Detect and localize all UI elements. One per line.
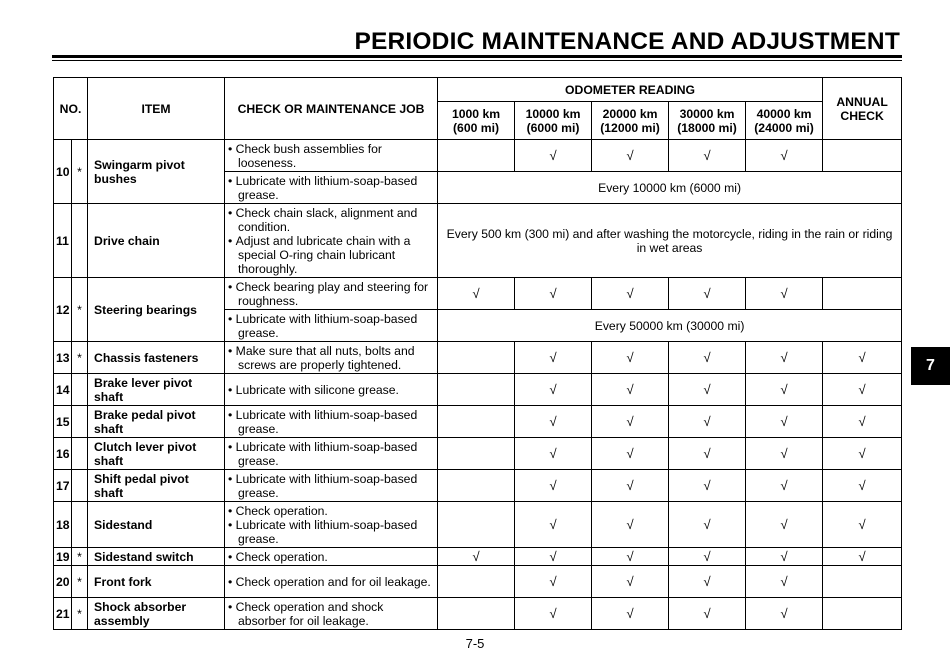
check-mark: √ — [823, 406, 902, 438]
check-mark: √ — [515, 374, 592, 406]
header-interval-line: (600 mi) — [452, 120, 500, 135]
row-job — [225, 598, 438, 630]
check-mark: √ — [746, 566, 823, 598]
job-list — [228, 472, 434, 500]
row-asterisk — [72, 406, 88, 438]
check-mark: √ — [515, 502, 592, 548]
row-asterisk — [72, 502, 88, 548]
row-number: 10 — [54, 140, 72, 204]
header-item: ITEM — [88, 78, 225, 140]
table-row — [54, 502, 902, 548]
job-item: • Adjust and lubricate chain with a special O-ring chain lubricant thoroughly. — [228, 234, 434, 276]
row-job — [225, 374, 438, 406]
row-number: 16 — [54, 438, 72, 470]
row-asterisk: * — [72, 342, 88, 374]
row-item — [88, 502, 225, 548]
check-mark: √ — [823, 374, 902, 406]
check-mark: √ — [438, 278, 515, 310]
check-mark: √ — [515, 140, 592, 172]
row-job — [225, 278, 438, 310]
row-item-line: Steering bearings — [94, 302, 197, 317]
header-interval-line: 1000 km — [451, 106, 501, 121]
job-list — [228, 142, 434, 170]
check-mark: √ — [515, 406, 592, 438]
job-list — [228, 206, 434, 276]
check-mark: √ — [746, 278, 823, 310]
header-annual — [823, 78, 902, 140]
check-mark: √ — [592, 502, 669, 548]
check-mark: √ — [669, 140, 746, 172]
table-row — [54, 278, 902, 310]
check-mark: √ — [823, 438, 902, 470]
job-item: • Lubricate with lithium-soap-based grease. — [228, 440, 434, 468]
interval-note: Every 50000 km (30000 mi) — [438, 310, 902, 342]
job-list — [228, 504, 434, 546]
check-mark: √ — [746, 140, 823, 172]
empty-cell — [438, 470, 515, 502]
header-interval-line: (12000 mi) — [600, 120, 660, 135]
check-mark: √ — [669, 374, 746, 406]
row-item-line: Shock absorber — [94, 599, 187, 614]
row-asterisk: * — [72, 548, 88, 566]
job-list — [228, 575, 434, 589]
header-interval — [515, 102, 592, 140]
row-item-line: Sidestand — [94, 517, 153, 532]
job-item: • Lubricate with lithium-soap-based grease. — [228, 472, 434, 500]
row-item — [88, 438, 225, 470]
row-item — [88, 548, 225, 566]
row-item-line: Brake lever pivot — [94, 375, 193, 390]
row-item-line: Clutch lever pivot — [94, 439, 197, 454]
table-row — [54, 566, 902, 598]
job-item: • Lubricate with lithium-soap-based grease. — [228, 174, 434, 202]
row-number: 12 — [54, 278, 72, 342]
check-mark: √ — [515, 598, 592, 630]
header-no: NO. — [54, 78, 88, 140]
check-mark: √ — [823, 548, 902, 566]
table-row — [54, 470, 902, 502]
empty-cell — [823, 598, 902, 630]
row-asterisk — [72, 470, 88, 502]
header-interval-line: 30000 km — [679, 106, 735, 121]
job-item: • Check bearing play and steering for roughness. — [228, 280, 434, 308]
row-item-line: Shift pedal pivot — [94, 471, 189, 486]
header-odometer: ODOMETER READING — [438, 78, 823, 102]
check-mark: √ — [592, 438, 669, 470]
job-item: • Lubricate with lithium-soap-based grease. — [228, 312, 434, 340]
header-interval — [746, 102, 823, 140]
job-list — [228, 344, 434, 372]
empty-cell — [438, 374, 515, 406]
job-item: • Check bush assemblies for looseness. — [228, 142, 434, 170]
row-item-line: shaft — [94, 485, 124, 500]
check-mark: √ — [592, 598, 669, 630]
check-mark: √ — [515, 470, 592, 502]
header-job: CHECK OR MAINTENANCE JOB — [225, 78, 438, 140]
header-interval — [592, 102, 669, 140]
row-item — [88, 566, 225, 598]
page-title: PERIODIC MAINTENANCE AND ADJUSTMENT — [354, 28, 900, 55]
row-item — [88, 278, 225, 342]
header-interval-line: 40000 km — [756, 106, 812, 121]
header-interval-line: 10000 km — [525, 106, 581, 121]
table-row — [54, 140, 902, 172]
check-mark: √ — [669, 278, 746, 310]
job-list — [228, 550, 434, 564]
job-list — [228, 408, 434, 436]
row-job — [225, 342, 438, 374]
row-item-line: Swingarm pivot — [94, 157, 185, 172]
job-item: • Check operation and shock absorber for oil leakage. — [228, 600, 434, 628]
row-item — [88, 406, 225, 438]
check-mark: √ — [592, 470, 669, 502]
row-item-line: shaft — [94, 389, 124, 404]
header-interval-line: (6000 mi) — [526, 120, 580, 135]
table-row — [54, 406, 902, 438]
check-mark: √ — [823, 342, 902, 374]
header-interval-line: (18000 mi) — [677, 120, 737, 135]
check-mark: √ — [746, 548, 823, 566]
check-mark: √ — [515, 548, 592, 566]
page-number: 7-5 — [465, 636, 485, 651]
interval-note: Every 500 km (300 mi) and after washing the motorcycle, riding in the rain or riding in wet areas — [438, 204, 902, 278]
row-item-line: shaft — [94, 453, 124, 468]
row-item-line: assembly — [94, 613, 150, 628]
row-asterisk: * — [72, 278, 88, 342]
job-item: • Check chain slack, alignment and condition. — [228, 206, 434, 234]
check-mark: √ — [669, 470, 746, 502]
check-mark: √ — [669, 548, 746, 566]
maintenance-table — [53, 77, 902, 630]
row-asterisk: * — [72, 140, 88, 204]
empty-cell — [823, 278, 902, 310]
table-row — [54, 598, 902, 630]
check-mark: √ — [669, 342, 746, 374]
row-number: 18 — [54, 502, 72, 548]
empty-cell — [823, 566, 902, 598]
row-asterisk — [72, 204, 88, 278]
row-job — [225, 310, 438, 342]
check-mark: √ — [746, 598, 823, 630]
row-job — [225, 548, 438, 566]
empty-cell — [438, 438, 515, 470]
check-mark: √ — [746, 470, 823, 502]
job-list — [228, 280, 434, 308]
check-mark: √ — [746, 374, 823, 406]
job-item: • Check operation and for oil leakage. — [228, 575, 434, 589]
table-row — [54, 204, 902, 278]
row-item-line: Chassis fasteners — [94, 350, 199, 365]
empty-cell — [438, 598, 515, 630]
check-mark: √ — [592, 548, 669, 566]
row-number: 21 — [54, 598, 72, 630]
row-number: 17 — [54, 470, 72, 502]
row-item-line: Brake pedal pivot — [94, 407, 196, 422]
header-interval-line: (24000 mi) — [754, 120, 814, 135]
check-mark: √ — [746, 502, 823, 548]
check-mark: √ — [746, 438, 823, 470]
row-job — [225, 140, 438, 172]
empty-cell — [438, 406, 515, 438]
check-mark: √ — [515, 278, 592, 310]
row-number: 19 — [54, 548, 72, 566]
row-item-line: Front fork — [94, 574, 152, 589]
check-mark: √ — [592, 342, 669, 374]
row-item-line: shaft — [94, 421, 124, 436]
chapter-tab: 7 — [911, 347, 950, 385]
row-job — [225, 566, 438, 598]
check-mark: √ — [515, 566, 592, 598]
row-number: 14 — [54, 374, 72, 406]
job-item: • Check operation. — [228, 504, 434, 518]
row-number: 15 — [54, 406, 72, 438]
table-row — [54, 548, 902, 566]
row-item-line: bushes — [94, 171, 137, 186]
check-mark: √ — [438, 548, 515, 566]
check-mark: √ — [592, 566, 669, 598]
row-number: 11 — [54, 204, 72, 278]
row-item — [88, 342, 225, 374]
header-interval — [669, 102, 746, 140]
row-number: 13 — [54, 342, 72, 374]
job-list — [228, 174, 434, 202]
row-asterisk — [72, 374, 88, 406]
check-mark: √ — [823, 470, 902, 502]
check-mark: √ — [515, 342, 592, 374]
row-item — [88, 470, 225, 502]
header-interval — [438, 102, 515, 140]
table-row — [54, 438, 902, 470]
check-mark: √ — [592, 406, 669, 438]
empty-cell — [438, 342, 515, 374]
check-mark: √ — [592, 140, 669, 172]
row-item — [88, 140, 225, 204]
check-mark: √ — [746, 406, 823, 438]
check-mark: √ — [592, 374, 669, 406]
table-row — [54, 342, 902, 374]
job-item: • Lubricate with lithium-soap-based grease. — [228, 518, 434, 546]
empty-cell — [823, 140, 902, 172]
check-mark: √ — [669, 598, 746, 630]
job-list — [228, 440, 434, 468]
job-item: • Check operation. — [228, 550, 434, 564]
row-job — [225, 502, 438, 548]
header-annual-line: CHECK — [840, 108, 884, 123]
check-mark: √ — [746, 342, 823, 374]
check-mark: √ — [592, 278, 669, 310]
row-job — [225, 438, 438, 470]
job-list — [228, 383, 434, 397]
row-job — [225, 406, 438, 438]
empty-cell — [438, 502, 515, 548]
header-interval-line: 20000 km — [602, 106, 658, 121]
job-item: • Lubricate with silicone grease. — [228, 383, 434, 397]
row-job — [225, 470, 438, 502]
row-asterisk — [72, 438, 88, 470]
job-list — [228, 312, 434, 340]
row-asterisk: * — [72, 598, 88, 630]
row-item — [88, 204, 225, 278]
header-annual-line: ANNUAL — [836, 94, 888, 109]
row-job — [225, 172, 438, 204]
row-item-line: Sidestand switch — [94, 549, 194, 564]
check-mark: √ — [669, 566, 746, 598]
check-mark: √ — [669, 438, 746, 470]
job-item: • Make sure that all nuts, bolts and screws are properly tightened. — [228, 344, 434, 372]
title-rule-thick — [52, 55, 902, 58]
check-mark: √ — [669, 406, 746, 438]
empty-cell — [438, 140, 515, 172]
job-list — [228, 600, 434, 628]
check-mark: √ — [669, 502, 746, 548]
row-item — [88, 598, 225, 630]
empty-cell — [438, 566, 515, 598]
row-item-line: Drive chain — [94, 233, 160, 248]
row-item — [88, 374, 225, 406]
row-asterisk: * — [72, 566, 88, 598]
title-rule-thin — [52, 60, 902, 61]
job-item: • Lubricate with lithium-soap-based grease. — [228, 408, 434, 436]
row-job — [225, 204, 438, 278]
check-mark: √ — [515, 438, 592, 470]
table-row — [54, 374, 902, 406]
check-mark: √ — [823, 502, 902, 548]
row-number: 20 — [54, 566, 72, 598]
interval-note: Every 10000 km (6000 mi) — [438, 172, 902, 204]
